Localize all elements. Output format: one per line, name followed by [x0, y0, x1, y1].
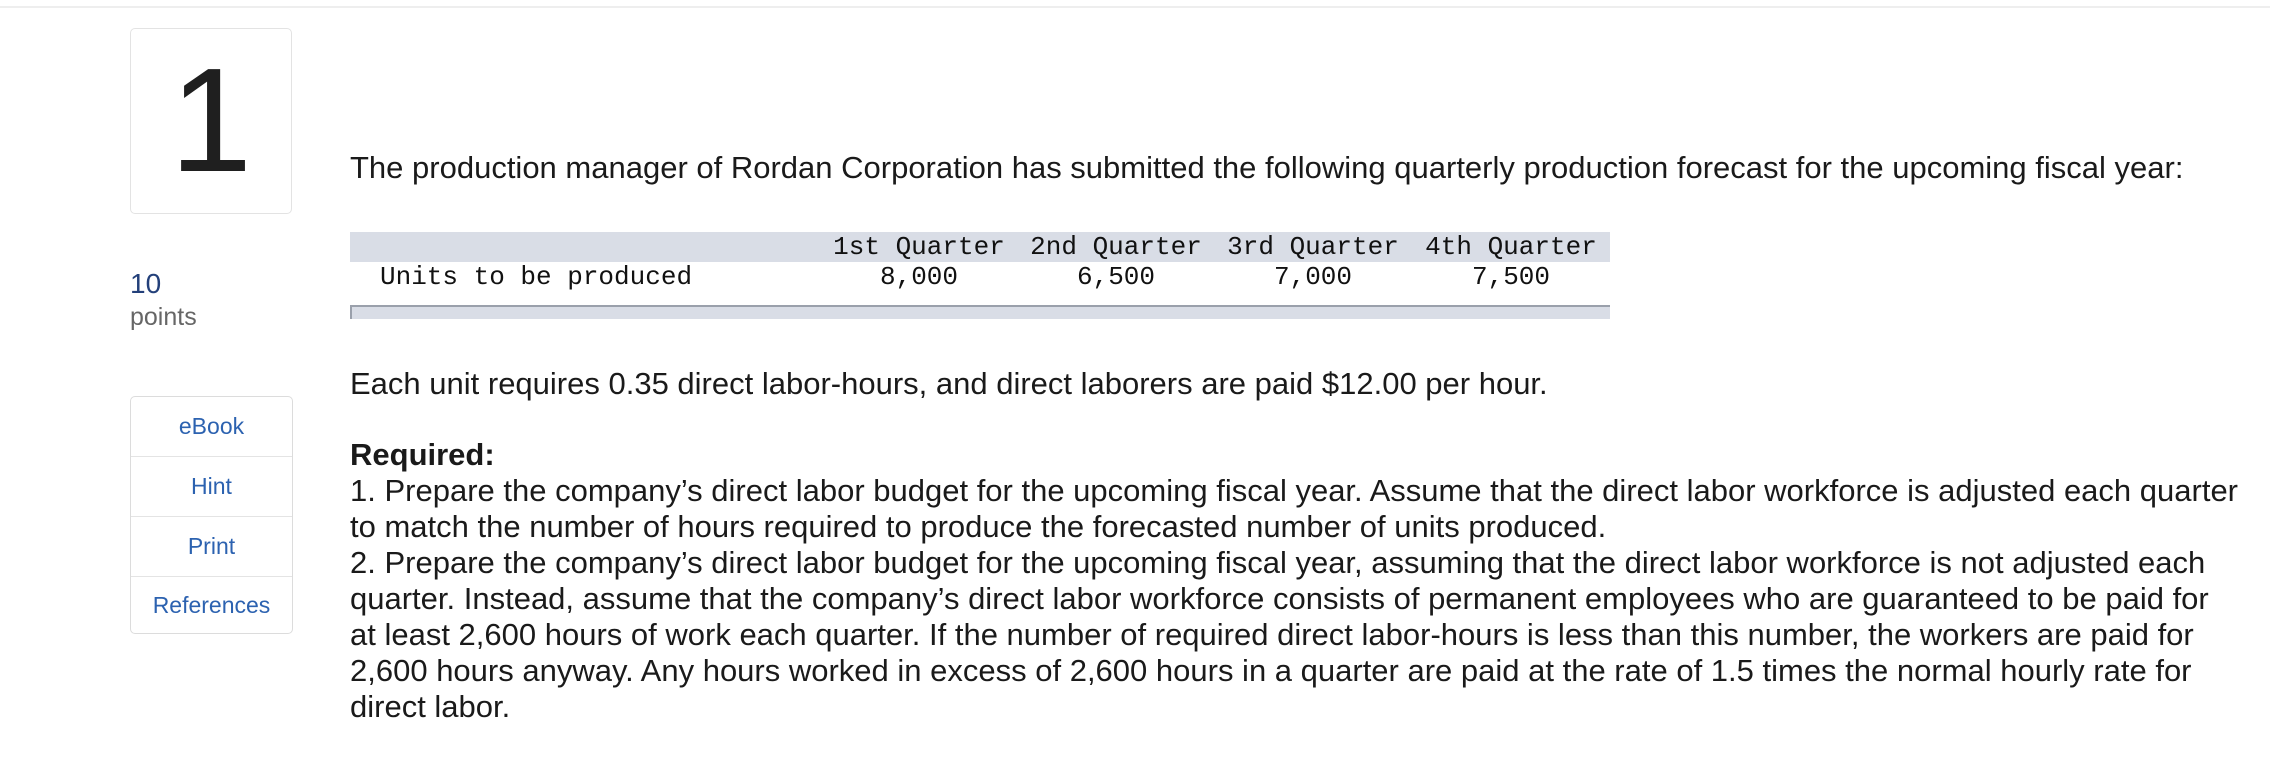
table-header-q3: 3rd Quarter	[1214, 232, 1412, 262]
cell-q1: 8,000	[879, 262, 958, 292]
question-number: 1	[130, 28, 292, 214]
table-bottom-rule	[350, 305, 1610, 319]
question-tools	[130, 396, 293, 634]
row-label: Units to be produced	[380, 262, 693, 292]
cell-q4: 7,500	[1471, 262, 1550, 292]
points-label: points	[130, 303, 197, 331]
references-link[interactable]: References	[152, 591, 271, 618]
requirement-1-text: 1. Prepare the company’s direct labor budget for the upcoming fiscal year. Assume that the direct labor workforce is adjusted each quarter to match the number of hours required to produce the forecasted number of units produced.	[350, 473, 2239, 544]
print-link[interactable]: Print	[131, 517, 292, 577]
table-header-blank	[350, 232, 820, 262]
table-row	[350, 262, 1610, 292]
top-divider	[0, 6, 2270, 8]
points-value: 10	[130, 268, 162, 299]
forecast-table	[350, 232, 1610, 292]
question-intro-block	[350, 150, 2250, 186]
required-heading: Required:	[350, 437, 495, 472]
cell-q2: 6,500	[1076, 262, 1155, 292]
requirement-2-text: 2. Prepare the company’s direct labor budget for the upcoming fiscal year, assuming that the direct labor workforce is not adjusted each quarter. Instead, assume that the company’s direct labor workforce consists of permanent employees who are guaranteed to be paid for at least 2,600 hours of work each quarter. If the number of required direct labor-hours is less than this number, the workers are paid for 2,600 hours anyway. Any hours worked in excess of 2,600 hours in a quarter are paid at the rate of 1.5 times the normal hourly rate for direct labor.	[350, 545, 2209, 724]
table-header-row	[350, 232, 1610, 262]
table-header-q2: 2nd Quarter	[1018, 232, 1214, 262]
table-header-q1: 1st Quarter	[820, 232, 1018, 262]
question-intro: The production manager of Rordan Corporation has submitted the following quarterly production forecast for the upcoming fiscal year:	[350, 150, 2184, 185]
hint-link[interactable]: Hint	[131, 457, 292, 517]
labor-info-text: Each unit requires 0.35 direct labor-hours, and direct laborers are paid $12.00 per hour.	[350, 366, 1548, 401]
cell-q3: 7,000	[1273, 262, 1352, 292]
table-header-q4: 4th Quarter	[1412, 232, 1610, 262]
ebook-link[interactable]: eBook	[131, 397, 292, 457]
